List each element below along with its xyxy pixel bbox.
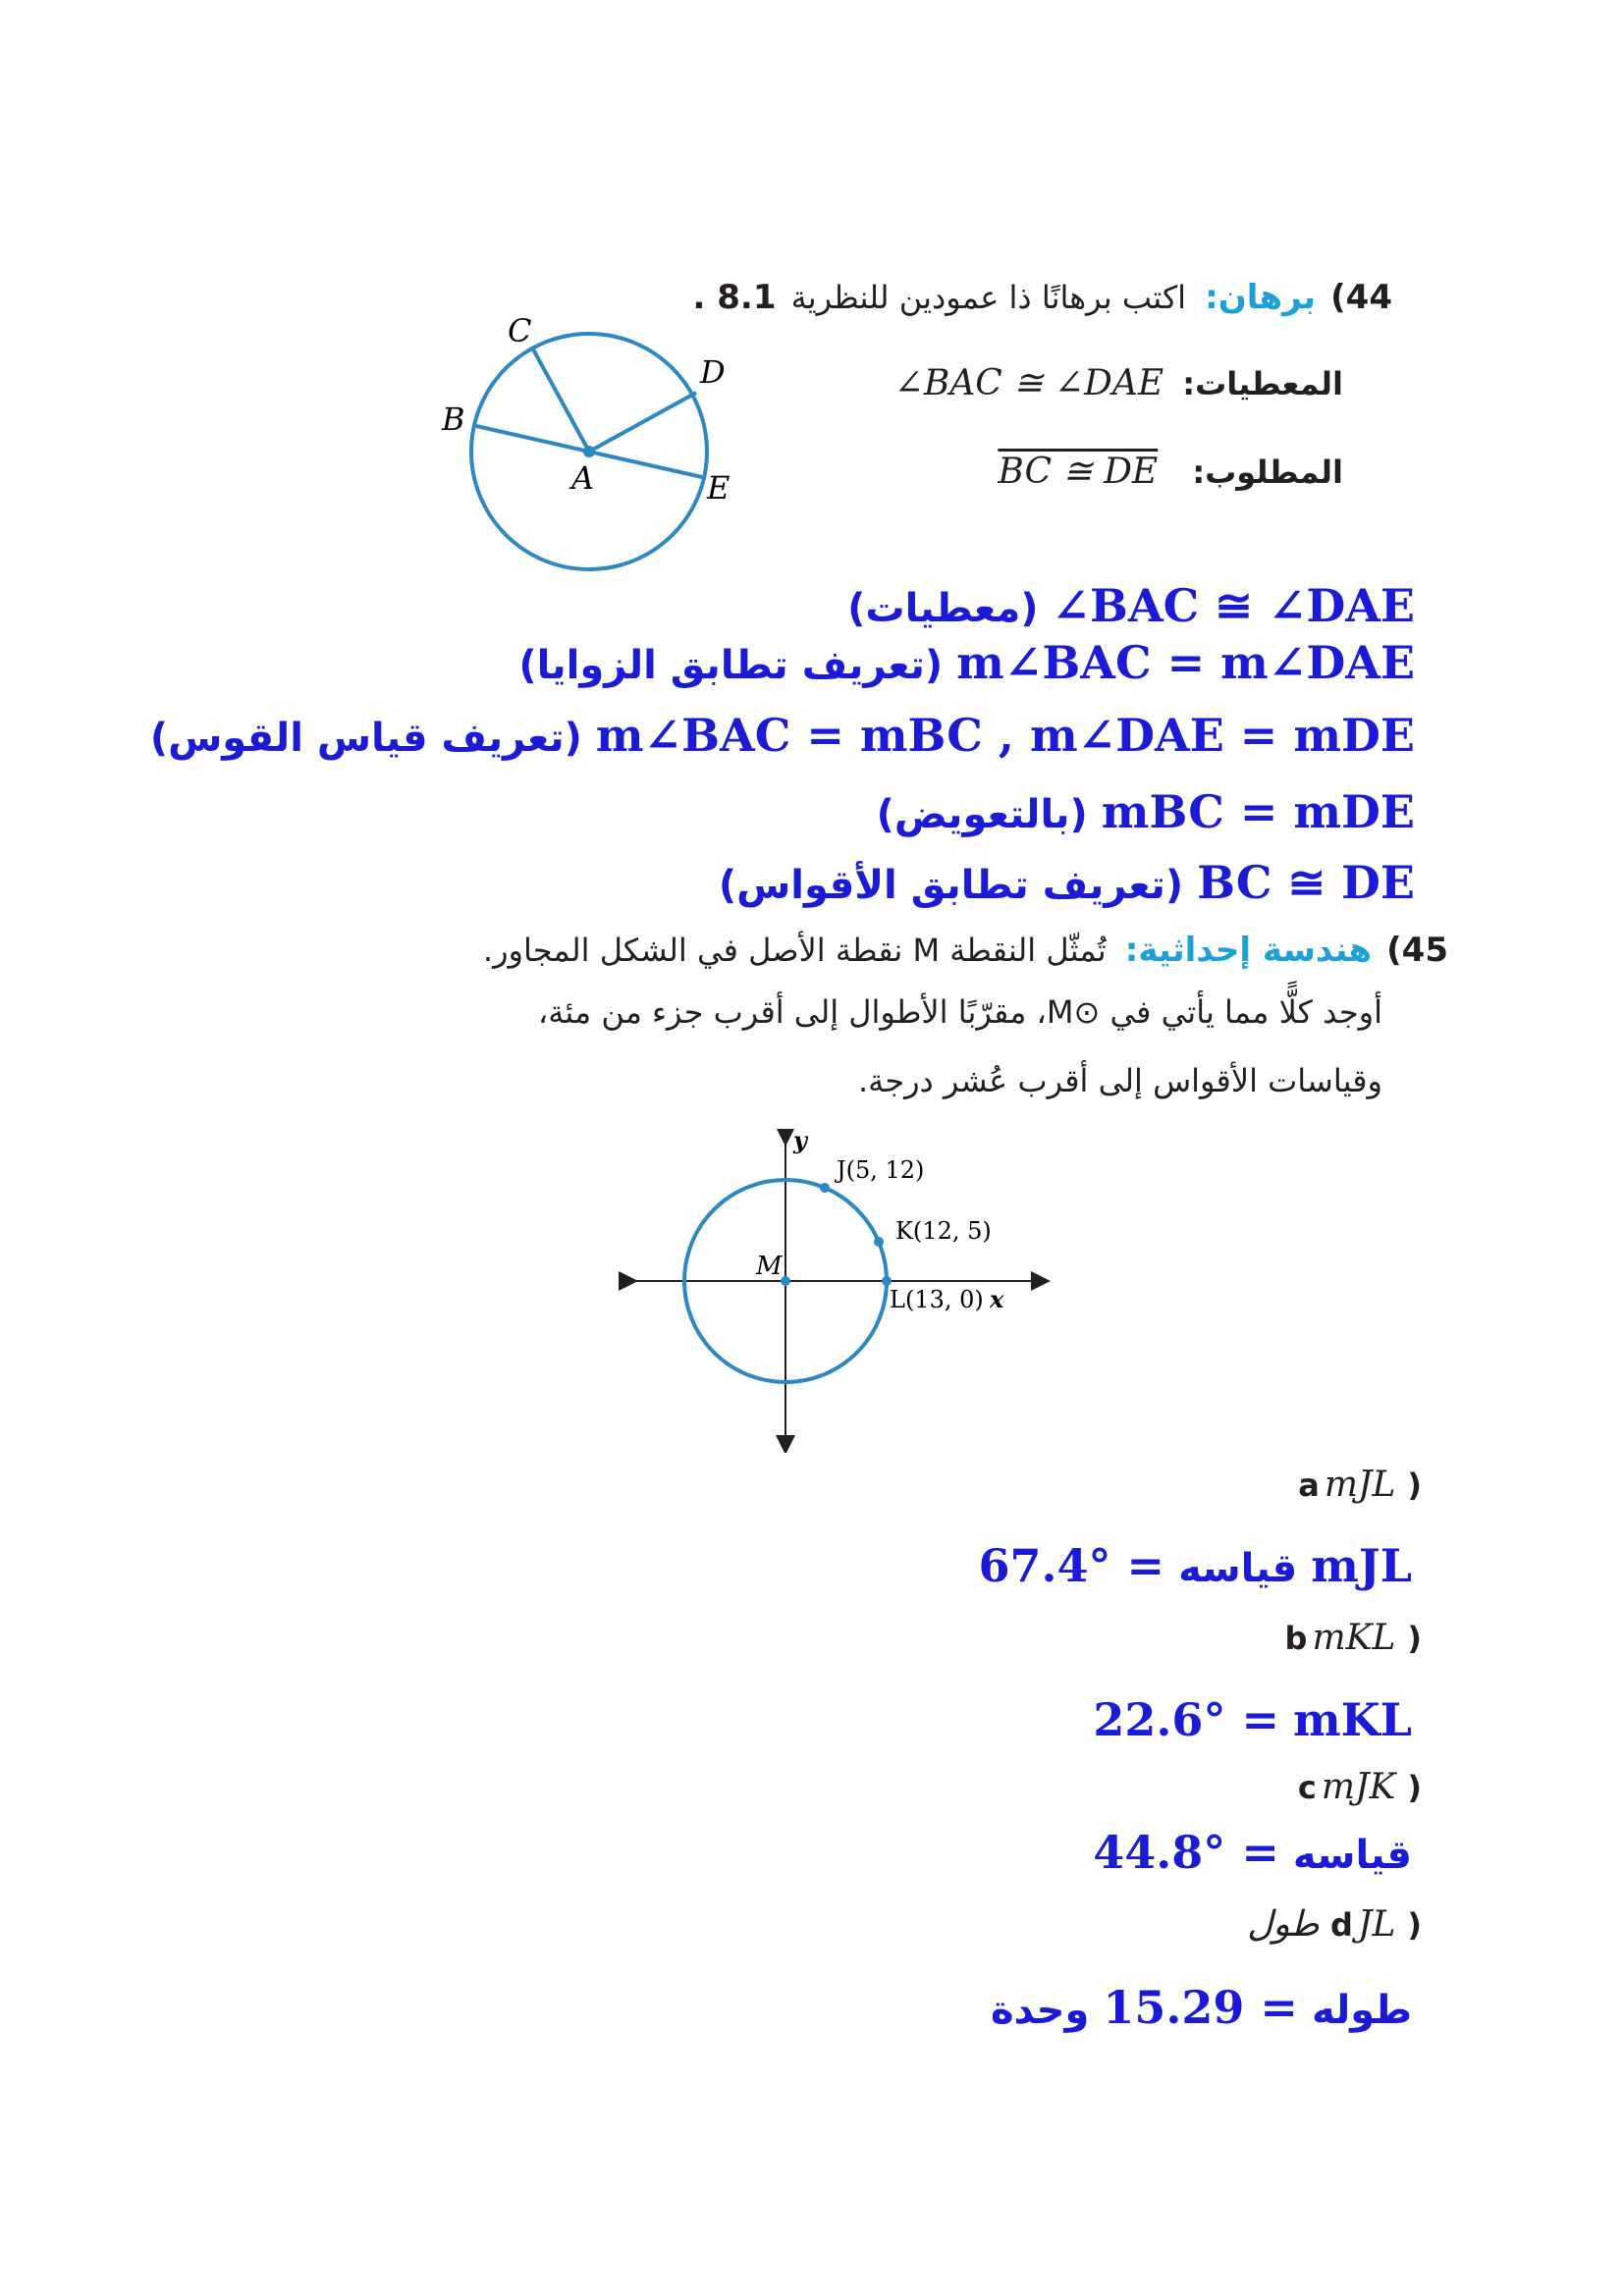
part-d-answer-num: 15.29 = <box>1103 1981 1298 2034</box>
proof-reason-2: (تعريف تطابق الزوايا) <box>518 643 944 688</box>
proof-stmt-5: BC ≅ DE <box>1197 856 1415 909</box>
proof-stmt-3: m∠BAC = mBC , m∠DAE = mDE <box>595 709 1415 762</box>
q44-heading: برهان: <box>1205 278 1317 317</box>
part-b-answer-expr: mKL <box>1293 1693 1412 1746</box>
proof-row-1 <box>847 579 1415 632</box>
q44-header <box>692 278 1392 317</box>
q45-line-2: أوجد كلًّا مما يأتي في ⊙M، مقرّبًا الأطوال إلى أقرب جزء من مئة، <box>537 993 1382 1031</box>
q45-line-1: تُمثّل النقطة M نقطة الأصل في الشكل المجاور. <box>482 932 1107 969</box>
q44-given <box>894 363 1343 403</box>
part-a-question <box>1298 1465 1422 1505</box>
segment-AD <box>589 393 696 452</box>
part-d-answer <box>991 1981 1412 2034</box>
point-B-label: B <box>442 400 465 438</box>
proof-stmt-2: m∠BAC = m∠DAE <box>956 636 1415 689</box>
proof-reason-3: (تعريف قياس القوس) <box>149 716 582 761</box>
q45-header <box>483 931 1448 970</box>
q44-prove <box>998 452 1343 492</box>
part-b-expr: mKL <box>1312 1618 1396 1658</box>
part-c-answer-num: 44.8° = <box>1093 1826 1279 1879</box>
proof-row-2 <box>518 636 1415 689</box>
part-b-label: (b <box>1284 1620 1422 1657</box>
part-b-answer-num: 22.6° = <box>1093 1693 1279 1746</box>
proof-reason-4: (بالتعويض) <box>876 792 1088 837</box>
part-d-answer-word: طوله <box>1311 1988 1412 2033</box>
part-a-answer-expr: mJL <box>1311 1539 1412 1592</box>
x-axis-label: x <box>990 1285 1004 1313</box>
part-a-answer-num: 67.4° = <box>978 1539 1165 1592</box>
part-d-label: (d <box>1330 1906 1422 1944</box>
proof-stmt-4: mBC = mDE <box>1101 785 1415 838</box>
part-d-question <box>1247 1904 1422 1945</box>
point-E-label: E <box>707 469 730 507</box>
point-K-dot <box>874 1237 884 1247</box>
given-value: ∠BAC ≅ ∠DAE <box>893 363 1164 403</box>
part-c-answer <box>1093 1826 1412 1879</box>
part-a-expr: mJL <box>1324 1465 1396 1505</box>
part-c-question <box>1298 1767 1422 1807</box>
point-J-label: J(5, 12) <box>837 1156 925 1184</box>
part-c-answer-word: قياسه <box>1292 1833 1412 1878</box>
part-a-answer-word: قياسه <box>1178 1546 1298 1591</box>
proof-stmt-1: ∠BAC ≅ ∠DAE <box>1052 579 1415 632</box>
q44-circle-figure <box>432 304 746 584</box>
point-M-label: M <box>756 1252 783 1281</box>
point-K-label: K(12, 5) <box>895 1217 992 1245</box>
q45-heading: هندسة إحداثية: <box>1124 931 1373 970</box>
given-label: المعطيات: <box>1182 365 1343 402</box>
q45-coordinate-figure <box>619 1129 1051 1453</box>
part-d-answer-unit: وحدة <box>990 1988 1090 2033</box>
point-L-label: L(13, 0) <box>890 1286 984 1313</box>
q44-prompt: اكتب برهانًا ذا عمودين للنظرية <box>790 279 1187 316</box>
proof-row-3 <box>150 709 1415 762</box>
y-axis-label: y <box>793 1129 807 1154</box>
part-b-question <box>1284 1618 1422 1658</box>
proof-row-4 <box>877 785 1415 838</box>
q45-line-3: وقياسات الأقواس إلى أقرب عُشر درجة. <box>857 1062 1382 1099</box>
q44-number: 44) <box>1330 278 1392 317</box>
q45-number: 45) <box>1386 931 1448 970</box>
point-D-label: D <box>700 353 726 391</box>
point-A-dot <box>583 446 595 457</box>
q44-theorem: 8.1 . <box>692 278 777 317</box>
part-d-expr: JL طول <box>1247 1904 1396 1945</box>
proof-row-5 <box>719 856 1415 909</box>
prove-label: المطلوب: <box>1192 454 1343 491</box>
proof-reason-1: (معطيات) <box>847 586 1039 631</box>
proof-reason-5: (تعريف تطابق الأقواس) <box>718 863 1184 908</box>
part-c-label: (c <box>1297 1769 1422 1806</box>
point-C-label: C <box>508 312 532 349</box>
part-a-label: (a <box>1298 1467 1422 1504</box>
point-A-label: A <box>571 459 595 497</box>
point-L-dot <box>882 1276 892 1286</box>
part-c-expr: mJK <box>1321 1767 1396 1807</box>
point-J-dot <box>820 1183 830 1193</box>
prove-value: BC ≅ DE <box>998 452 1159 492</box>
part-a-answer <box>978 1539 1412 1592</box>
part-b-answer <box>1093 1693 1412 1746</box>
segment-AC <box>532 347 589 452</box>
